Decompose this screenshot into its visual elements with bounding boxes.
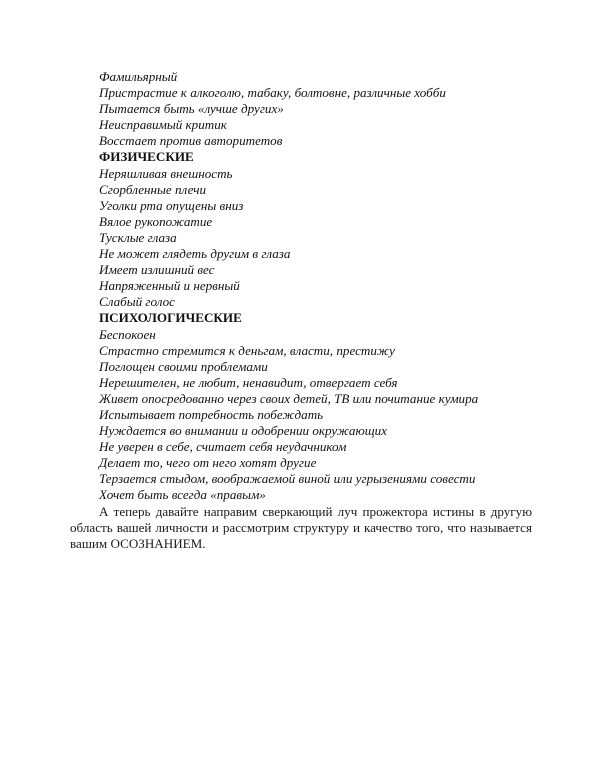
list-item: Беспокоен	[99, 326, 156, 342]
list-item: Слабый голос	[99, 294, 175, 310]
document-page	[70, 69, 532, 552]
closing-paragraph: А теперь давайте направим сверкающий луч прожектора истины в другую область вашей личности и рассмотрим структуру и качество того, что называется вашим ОСОЗНАНИЕМ.	[70, 503, 532, 551]
list-item: Терзается стыдом, воображаемой виной или угрызениями совести	[99, 471, 476, 487]
list-item: Неряшливая внешность	[99, 165, 233, 181]
list-item: Пытается быть «лучше других»	[99, 101, 284, 117]
list-item: Поглощен своими проблемами	[99, 358, 268, 374]
list-item: Нуждается во внимании и одобрении окружающих	[99, 423, 387, 439]
section-heading-physical: ФИЗИЧЕСКИЕ	[99, 149, 194, 165]
list-item: Страстно стремится к деньгам, власти, престижу	[99, 342, 395, 358]
list-item: Тусклые глаза	[99, 229, 177, 245]
list-item: Восстает против авторитетов	[99, 133, 283, 149]
list-item: Живет опосредованно через своих детей, ТВ или почитание кумира	[99, 390, 479, 406]
list-item: Неисправимый критик	[99, 117, 227, 133]
list-item: Фамильярный	[99, 69, 178, 84]
list-item: Имеет излишний вес	[99, 262, 215, 278]
list-item: Хочет быть всегда «правым»	[99, 487, 266, 503]
list-item: Не может глядеть другим в глаза	[99, 246, 291, 262]
list-item: Не уверен в себе, считает себя неудачником	[99, 439, 347, 455]
list-item: Напряженный и нервный	[99, 278, 240, 294]
list-item: Пристрастие к алкоголю, табаку, болтовне, различные хобби	[99, 85, 446, 101]
list-item: Уголки рта опущены вниз	[99, 197, 244, 213]
list-item: Испытывает потребность побеждать	[99, 406, 324, 422]
list-item: Сгорбленные плечи	[99, 181, 207, 197]
list-item: Вялое рукопожатие	[99, 213, 213, 229]
section-heading-psychological: ПСИХОЛОГИЧЕСКИЕ	[99, 310, 242, 326]
list-item: Нерешителен, не любит, ненавидит, отвергает себя	[99, 374, 398, 390]
list-item: Делает то, чего от него хотят другие	[99, 455, 317, 471]
